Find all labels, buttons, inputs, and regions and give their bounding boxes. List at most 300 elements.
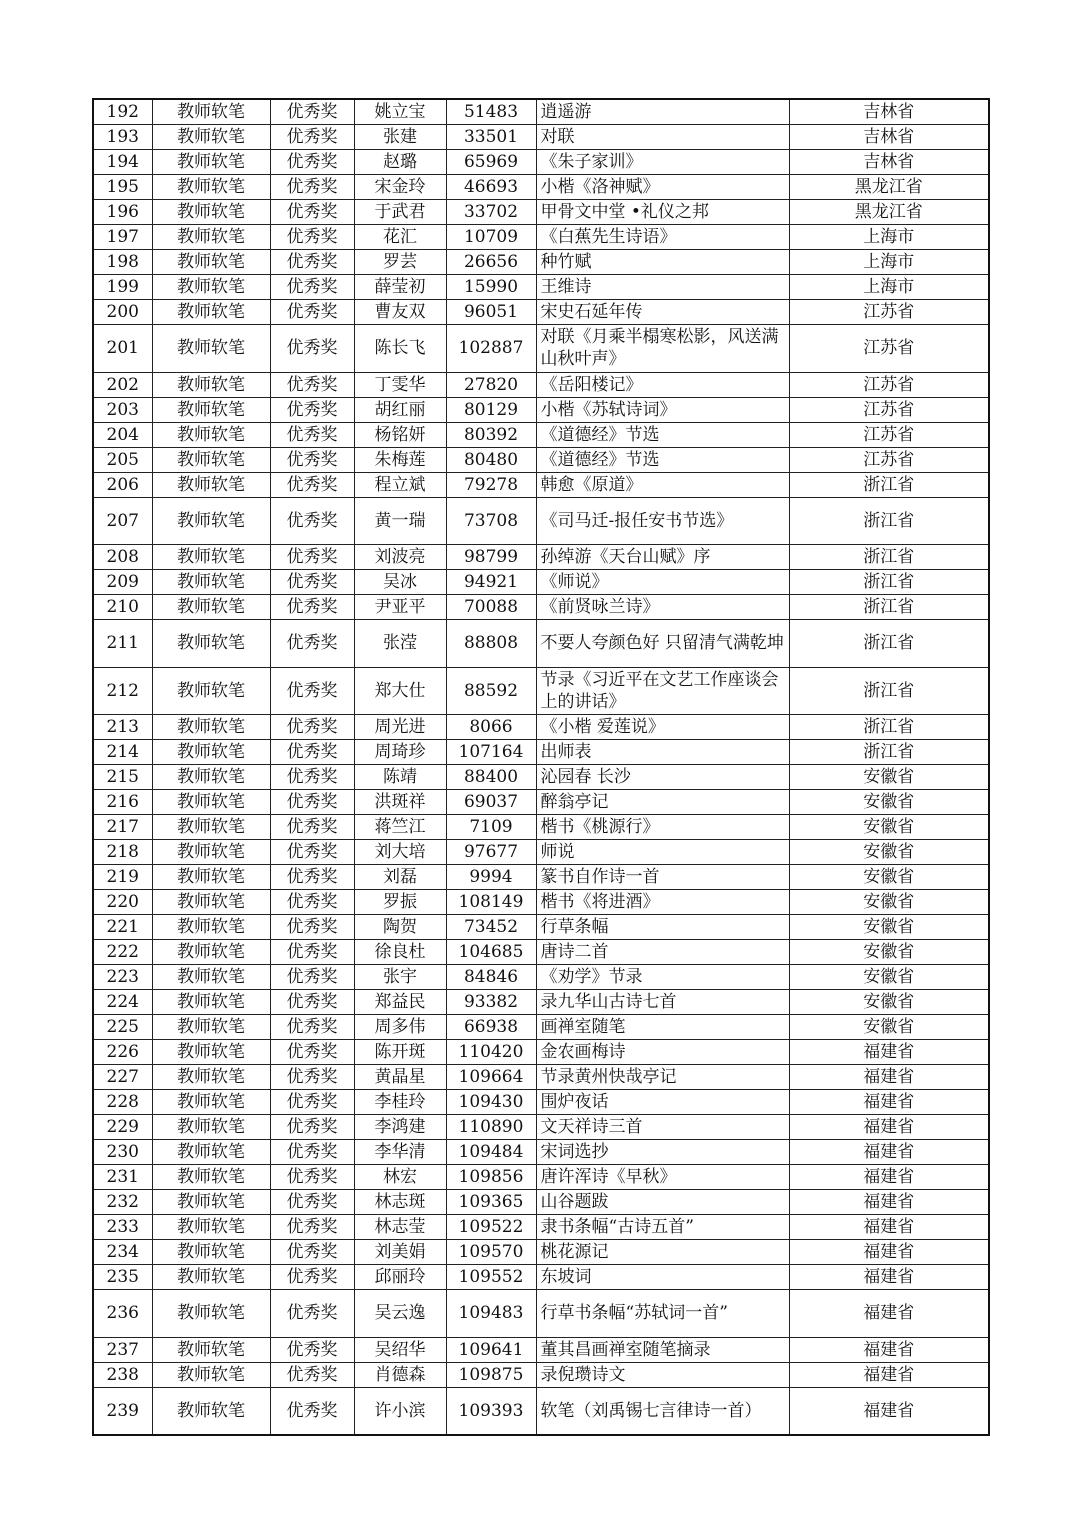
cell-author-name: 朱梅莲 — [354, 447, 446, 472]
cell-entry-id: 107164 — [446, 740, 536, 765]
cell-row-number: 208 — [93, 545, 152, 570]
cell-row-number: 225 — [93, 1015, 152, 1040]
cell-row-number: 229 — [93, 1115, 152, 1140]
cell-work-title: 行草书条幅“苏轼词一首” — [536, 1290, 789, 1338]
cell-author-name: 吴绍华 — [354, 1337, 446, 1362]
table-row — [93, 472, 989, 497]
cell-award-level: 优秀奖 — [270, 1387, 354, 1435]
cell-row-number: 220 — [93, 890, 152, 915]
cell-entry-id: 69037 — [446, 790, 536, 815]
cell-author-name: 刘磊 — [354, 865, 446, 890]
table-row — [93, 1362, 989, 1387]
cell-row-number: 213 — [93, 715, 152, 740]
cell-author-name: 曹友双 — [354, 300, 446, 325]
cell-province: 浙江省 — [789, 595, 989, 620]
cell-author-name: 李华清 — [354, 1140, 446, 1165]
cell-category: 教师软笔 — [152, 1140, 270, 1165]
cell-category: 教师软笔 — [152, 595, 270, 620]
cell-award-level: 优秀奖 — [270, 865, 354, 890]
cell-province: 福建省 — [789, 1165, 989, 1190]
cell-entry-id: 109856 — [446, 1165, 536, 1190]
cell-author-name: 黄一瑞 — [354, 497, 446, 545]
cell-author-name: 于武君 — [354, 200, 446, 225]
cell-author-name: 刘波亮 — [354, 545, 446, 570]
cell-entry-id: 70088 — [446, 595, 536, 620]
cell-award-level: 优秀奖 — [270, 497, 354, 545]
cell-entry-id: 88592 — [446, 667, 536, 715]
cell-province: 上海市 — [789, 250, 989, 275]
cell-entry-id: 15990 — [446, 275, 536, 300]
cell-province: 浙江省 — [789, 472, 989, 497]
cell-work-title: 董其昌画禅室随笔摘录 — [536, 1337, 789, 1362]
cell-author-name: 杨铭妍 — [354, 422, 446, 447]
cell-work-title: 王维诗 — [536, 275, 789, 300]
cell-work-title: 逍遥游 — [536, 99, 789, 125]
cell-province: 江苏省 — [789, 422, 989, 447]
cell-author-name: 张建 — [354, 125, 446, 150]
cell-entry-id: 109664 — [446, 1065, 536, 1090]
table-row — [93, 965, 989, 990]
cell-row-number: 233 — [93, 1215, 152, 1240]
cell-category: 教师软笔 — [152, 865, 270, 890]
cell-row-number: 209 — [93, 570, 152, 595]
cell-row-number: 219 — [93, 865, 152, 890]
cell-province: 黑龙江省 — [789, 200, 989, 225]
cell-work-title: 文天祥诗三首 — [536, 1115, 789, 1140]
cell-award-level: 优秀奖 — [270, 325, 354, 373]
cell-author-name: 林宏 — [354, 1165, 446, 1190]
cell-entry-id: 7109 — [446, 815, 536, 840]
table-row — [93, 1337, 989, 1362]
cell-category: 教师软笔 — [152, 1190, 270, 1215]
cell-entry-id: 109552 — [446, 1265, 536, 1290]
cell-province: 福建省 — [789, 1362, 989, 1387]
cell-award-level: 优秀奖 — [270, 1240, 354, 1265]
cell-entry-id: 33501 — [446, 125, 536, 150]
cell-category: 教师软笔 — [152, 372, 270, 397]
cell-category: 教师软笔 — [152, 1090, 270, 1115]
cell-category: 教师软笔 — [152, 275, 270, 300]
cell-work-title: 《师说》 — [536, 570, 789, 595]
cell-award-level: 优秀奖 — [270, 790, 354, 815]
cell-category: 教师软笔 — [152, 840, 270, 865]
cell-category: 教师软笔 — [152, 200, 270, 225]
cell-row-number: 203 — [93, 397, 152, 422]
cell-author-name: 尹亚平 — [354, 595, 446, 620]
cell-award-level: 优秀奖 — [270, 472, 354, 497]
cell-entry-id: 110420 — [446, 1040, 536, 1065]
table-row — [93, 620, 989, 668]
table-row — [93, 150, 989, 175]
cell-province: 安徽省 — [789, 865, 989, 890]
cell-work-title: 《道德经》节选 — [536, 447, 789, 472]
cell-province: 安徽省 — [789, 940, 989, 965]
cell-author-name: 吴冰 — [354, 570, 446, 595]
cell-award-level: 优秀奖 — [270, 225, 354, 250]
cell-row-number: 210 — [93, 595, 152, 620]
cell-award-level: 优秀奖 — [270, 99, 354, 125]
cell-entry-id: 51483 — [446, 99, 536, 125]
cell-row-number: 239 — [93, 1387, 152, 1435]
table-row — [93, 372, 989, 397]
table-row — [93, 840, 989, 865]
cell-row-number: 204 — [93, 422, 152, 447]
cell-row-number: 217 — [93, 815, 152, 840]
cell-entry-id: 108149 — [446, 890, 536, 915]
cell-row-number: 211 — [93, 620, 152, 668]
cell-row-number: 207 — [93, 497, 152, 545]
cell-author-name: 李桂玲 — [354, 1090, 446, 1115]
cell-award-level: 优秀奖 — [270, 1115, 354, 1140]
cell-work-title: 出师表 — [536, 740, 789, 765]
table-row — [93, 447, 989, 472]
cell-work-title: 《小楷 爱莲说》 — [536, 715, 789, 740]
cell-category: 教师软笔 — [152, 472, 270, 497]
cell-award-level: 优秀奖 — [270, 422, 354, 447]
cell-entry-id: 109483 — [446, 1290, 536, 1338]
cell-award-level: 优秀奖 — [270, 1065, 354, 1090]
cell-category: 教师软笔 — [152, 1240, 270, 1265]
cell-work-title: 行草条幅 — [536, 915, 789, 940]
table-row — [93, 325, 989, 373]
cell-entry-id: 88808 — [446, 620, 536, 668]
cell-work-title: 《劝学》节录 — [536, 965, 789, 990]
cell-author-name: 姚立宝 — [354, 99, 446, 125]
cell-award-level: 优秀奖 — [270, 940, 354, 965]
cell-category: 教师软笔 — [152, 890, 270, 915]
cell-province: 安徽省 — [789, 840, 989, 865]
cell-work-title: 小楷《苏轼诗词》 — [536, 397, 789, 422]
cell-province: 安徽省 — [789, 990, 989, 1015]
cell-category: 教师软笔 — [152, 620, 270, 668]
cell-row-number: 218 — [93, 840, 152, 865]
cell-province: 安徽省 — [789, 1015, 989, 1040]
cell-province: 福建省 — [789, 1240, 989, 1265]
cell-author-name: 陶贺 — [354, 915, 446, 940]
cell-work-title: 对联 — [536, 125, 789, 150]
cell-province: 吉林省 — [789, 150, 989, 175]
cell-award-level: 优秀奖 — [270, 372, 354, 397]
cell-row-number: 200 — [93, 300, 152, 325]
cell-author-name: 徐良杜 — [354, 940, 446, 965]
cell-entry-id: 66938 — [446, 1015, 536, 1040]
cell-award-level: 优秀奖 — [270, 840, 354, 865]
cell-author-name: 吴云逸 — [354, 1290, 446, 1338]
cell-row-number: 235 — [93, 1265, 152, 1290]
cell-work-title: 唐诗二首 — [536, 940, 789, 965]
cell-award-level: 优秀奖 — [270, 620, 354, 668]
cell-province: 福建省 — [789, 1215, 989, 1240]
cell-category: 教师软笔 — [152, 125, 270, 150]
cell-category: 教师软笔 — [152, 422, 270, 447]
cell-entry-id: 110890 — [446, 1115, 536, 1140]
cell-award-level: 优秀奖 — [270, 570, 354, 595]
cell-category: 教师软笔 — [152, 990, 270, 1015]
cell-author-name: 周光进 — [354, 715, 446, 740]
cell-row-number: 205 — [93, 447, 152, 472]
table-row — [93, 915, 989, 940]
table-row — [93, 300, 989, 325]
cell-category: 教师软笔 — [152, 1387, 270, 1435]
cell-province: 上海市 — [789, 275, 989, 300]
cell-row-number: 234 — [93, 1240, 152, 1265]
cell-work-title: 篆书自作诗一首 — [536, 865, 789, 890]
cell-entry-id: 80480 — [446, 447, 536, 472]
cell-entry-id: 109641 — [446, 1337, 536, 1362]
cell-category: 教师软笔 — [152, 965, 270, 990]
cell-work-title: 甲骨文中堂 •礼仪之邦 — [536, 200, 789, 225]
cell-author-name: 李鸿建 — [354, 1115, 446, 1140]
cell-author-name: 张滢 — [354, 620, 446, 668]
cell-province: 浙江省 — [789, 570, 989, 595]
cell-award-level: 优秀奖 — [270, 150, 354, 175]
cell-province: 江苏省 — [789, 325, 989, 373]
cell-work-title: 节录黄州快哉亭记 — [536, 1065, 789, 1090]
cell-award-level: 优秀奖 — [270, 1190, 354, 1215]
cell-work-title: 沁园春 长沙 — [536, 765, 789, 790]
cell-author-name: 陈靖 — [354, 765, 446, 790]
cell-work-title: 软笔（刘禹锡七言律诗一首） — [536, 1387, 789, 1435]
table-row — [93, 1265, 989, 1290]
table-row — [93, 1040, 989, 1065]
table-row — [93, 1065, 989, 1090]
cell-category: 教师软笔 — [152, 175, 270, 200]
table-row — [93, 225, 989, 250]
cell-author-name: 张宇 — [354, 965, 446, 990]
cell-award-level: 优秀奖 — [270, 275, 354, 300]
cell-row-number: 231 — [93, 1165, 152, 1190]
cell-entry-id: 109522 — [446, 1215, 536, 1240]
cell-entry-id: 93382 — [446, 990, 536, 1015]
table-row — [93, 1215, 989, 1240]
cell-award-level: 优秀奖 — [270, 715, 354, 740]
cell-entry-id: 109430 — [446, 1090, 536, 1115]
table-row — [93, 667, 989, 715]
cell-work-title: 录倪瓒诗文 — [536, 1362, 789, 1387]
cell-province: 安徽省 — [789, 765, 989, 790]
cell-author-name: 周多伟 — [354, 1015, 446, 1040]
table-row — [93, 1115, 989, 1140]
cell-province: 福建省 — [789, 1387, 989, 1435]
cell-author-name: 邱丽玲 — [354, 1265, 446, 1290]
cell-row-number: 202 — [93, 372, 152, 397]
cell-author-name: 花汇 — [354, 225, 446, 250]
cell-work-title: 醉翁亭记 — [536, 790, 789, 815]
cell-province: 浙江省 — [789, 545, 989, 570]
cell-row-number: 198 — [93, 250, 152, 275]
cell-province: 吉林省 — [789, 125, 989, 150]
cell-award-level: 优秀奖 — [270, 890, 354, 915]
cell-row-number: 237 — [93, 1337, 152, 1362]
cell-author-name: 许小滨 — [354, 1387, 446, 1435]
cell-award-level: 优秀奖 — [270, 300, 354, 325]
cell-author-name: 蒋竺江 — [354, 815, 446, 840]
table-row — [93, 250, 989, 275]
cell-author-name: 程立斌 — [354, 472, 446, 497]
cell-row-number: 201 — [93, 325, 152, 373]
cell-work-title: 山谷题跋 — [536, 1190, 789, 1215]
cell-award-level: 优秀奖 — [270, 595, 354, 620]
cell-category: 教师软笔 — [152, 325, 270, 373]
cell-province: 浙江省 — [789, 715, 989, 740]
cell-entry-id: 26656 — [446, 250, 536, 275]
cell-entry-id: 98799 — [446, 545, 536, 570]
cell-entry-id: 88400 — [446, 765, 536, 790]
cell-award-level: 优秀奖 — [270, 1140, 354, 1165]
cell-award-level: 优秀奖 — [270, 815, 354, 840]
cell-row-number: 195 — [93, 175, 152, 200]
table-row — [93, 422, 989, 447]
cell-province: 江苏省 — [789, 300, 989, 325]
cell-category: 教师软笔 — [152, 300, 270, 325]
cell-row-number: 192 — [93, 99, 152, 125]
cell-category: 教师软笔 — [152, 1290, 270, 1338]
table-row — [93, 815, 989, 840]
table-row — [93, 740, 989, 765]
cell-row-number: 197 — [93, 225, 152, 250]
cell-row-number: 230 — [93, 1140, 152, 1165]
cell-author-name: 赵璐 — [354, 150, 446, 175]
cell-author-name: 洪斑祥 — [354, 790, 446, 815]
table-row — [93, 570, 989, 595]
cell-award-level: 优秀奖 — [270, 1090, 354, 1115]
table-row — [93, 175, 989, 200]
cell-author-name: 丁雯华 — [354, 372, 446, 397]
cell-entry-id: 109484 — [446, 1140, 536, 1165]
cell-category: 教师软笔 — [152, 225, 270, 250]
cell-province: 江苏省 — [789, 447, 989, 472]
cell-work-title: 《朱子家训》 — [536, 150, 789, 175]
cell-entry-id: 9994 — [446, 865, 536, 890]
cell-work-title: 东坡词 — [536, 1265, 789, 1290]
cell-province: 福建省 — [789, 1115, 989, 1140]
cell-award-level: 优秀奖 — [270, 1362, 354, 1387]
cell-entry-id: 79278 — [446, 472, 536, 497]
cell-row-number: 224 — [93, 990, 152, 1015]
cell-entry-id: 109365 — [446, 1190, 536, 1215]
cell-entry-id: 96051 — [446, 300, 536, 325]
cell-province: 安徽省 — [789, 915, 989, 940]
cell-province: 福建省 — [789, 1140, 989, 1165]
cell-entry-id: 10709 — [446, 225, 536, 250]
cell-work-title: 画禅室随笔 — [536, 1015, 789, 1040]
cell-work-title: 金农画梅诗 — [536, 1040, 789, 1065]
cell-category: 教师软笔 — [152, 765, 270, 790]
cell-entry-id: 8066 — [446, 715, 536, 740]
cell-category: 教师软笔 — [152, 715, 270, 740]
cell-category: 教师软笔 — [152, 1115, 270, 1140]
cell-row-number: 228 — [93, 1090, 152, 1115]
cell-award-level: 优秀奖 — [270, 397, 354, 422]
table-row — [93, 1240, 989, 1265]
cell-award-level: 优秀奖 — [270, 1290, 354, 1338]
cell-work-title: 《岳阳楼记》 — [536, 372, 789, 397]
table-row — [93, 1290, 989, 1338]
cell-category: 教师软笔 — [152, 667, 270, 715]
cell-award-level: 优秀奖 — [270, 1015, 354, 1040]
cell-work-title: 宋词选抄 — [536, 1140, 789, 1165]
cell-row-number: 194 — [93, 150, 152, 175]
cell-category: 教师软笔 — [152, 1265, 270, 1290]
cell-author-name: 宋金玲 — [354, 175, 446, 200]
cell-row-number: 216 — [93, 790, 152, 815]
cell-award-level: 优秀奖 — [270, 250, 354, 275]
cell-author-name: 黄晶星 — [354, 1065, 446, 1090]
table-row — [93, 765, 989, 790]
table-row — [93, 1387, 989, 1435]
cell-entry-id: 109570 — [446, 1240, 536, 1265]
cell-row-number: 199 — [93, 275, 152, 300]
cell-work-title: 小楷《洛神赋》 — [536, 175, 789, 200]
table-body — [93, 99, 989, 1435]
table-row — [93, 1165, 989, 1190]
cell-award-level: 优秀奖 — [270, 1165, 354, 1190]
cell-award-level: 优秀奖 — [270, 447, 354, 472]
cell-award-level: 优秀奖 — [270, 1265, 354, 1290]
cell-province: 安徽省 — [789, 790, 989, 815]
table-row — [93, 1090, 989, 1115]
cell-award-level: 优秀奖 — [270, 125, 354, 150]
cell-row-number: 226 — [93, 1040, 152, 1065]
cell-province: 浙江省 — [789, 620, 989, 668]
cell-category: 教师软笔 — [152, 497, 270, 545]
cell-author-name: 郑益民 — [354, 990, 446, 1015]
cell-row-number: 193 — [93, 125, 152, 150]
cell-author-name: 薛莹初 — [354, 275, 446, 300]
cell-entry-id: 46693 — [446, 175, 536, 200]
cell-author-name: 胡红丽 — [354, 397, 446, 422]
cell-province: 浙江省 — [789, 740, 989, 765]
table-row — [93, 865, 989, 890]
table-row — [93, 275, 989, 300]
cell-work-title: 《白蕉先生诗语》 — [536, 225, 789, 250]
cell-province: 上海市 — [789, 225, 989, 250]
cell-entry-id: 97677 — [446, 840, 536, 865]
table-row — [93, 200, 989, 225]
cell-work-title: 桃花源记 — [536, 1240, 789, 1265]
table-row — [93, 790, 989, 815]
cell-entry-id: 109393 — [446, 1387, 536, 1435]
cell-row-number: 206 — [93, 472, 152, 497]
cell-province: 安徽省 — [789, 890, 989, 915]
cell-award-level: 优秀奖 — [270, 667, 354, 715]
cell-entry-id: 94921 — [446, 570, 536, 595]
cell-author-name: 肖德森 — [354, 1362, 446, 1387]
table-row — [93, 595, 989, 620]
cell-row-number: 223 — [93, 965, 152, 990]
cell-category: 教师软笔 — [152, 99, 270, 125]
cell-category: 教师软笔 — [152, 740, 270, 765]
cell-category: 教师软笔 — [152, 150, 270, 175]
cell-category: 教师软笔 — [152, 1165, 270, 1190]
cell-row-number: 221 — [93, 915, 152, 940]
cell-row-number: 214 — [93, 740, 152, 765]
cell-category: 教师软笔 — [152, 815, 270, 840]
cell-row-number: 236 — [93, 1290, 152, 1338]
cell-work-title: 围炉夜话 — [536, 1090, 789, 1115]
cell-work-title: 孙绰游《天台山赋》序 — [536, 545, 789, 570]
cell-entry-id: 73708 — [446, 497, 536, 545]
cell-entry-id: 109875 — [446, 1362, 536, 1387]
cell-work-title: 《道德经》节选 — [536, 422, 789, 447]
cell-entry-id: 104685 — [446, 940, 536, 965]
cell-award-level: 优秀奖 — [270, 740, 354, 765]
cell-row-number: 238 — [93, 1362, 152, 1387]
cell-province: 江苏省 — [789, 372, 989, 397]
table-row — [93, 545, 989, 570]
cell-category: 教师软笔 — [152, 1362, 270, 1387]
table-row — [93, 497, 989, 545]
